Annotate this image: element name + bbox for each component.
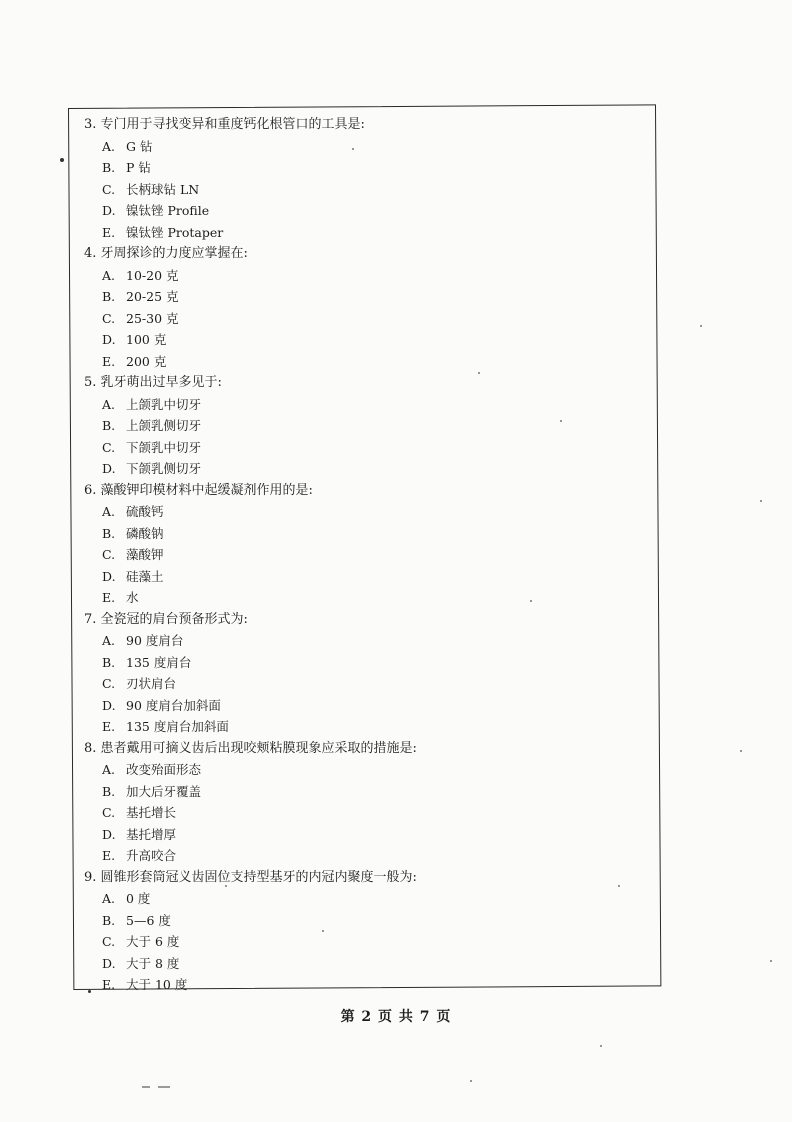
answer-option xyxy=(80,845,640,867)
question-stem: 8. 患者戴用可摘义齿后出现咬颊粘膜现象应采取的措施是: xyxy=(84,740,417,756)
option-letter: C. xyxy=(102,676,116,691)
option-letter: D. xyxy=(102,461,116,476)
option-letter: A. xyxy=(102,396,116,412)
option-letter: E. xyxy=(102,977,116,992)
answer-option xyxy=(80,910,640,932)
option-text: 5—6 度 xyxy=(126,912,171,928)
option-text: 镍钛锉 Protaper xyxy=(126,224,224,240)
option-text: 基托增长 xyxy=(126,805,177,820)
option-text: 下颌乳中切牙 xyxy=(126,439,202,455)
answer-option xyxy=(80,802,640,824)
option-letter: E. xyxy=(102,719,116,734)
option-text: 下颌乳侧切牙 xyxy=(126,461,202,476)
option-letter: D. xyxy=(102,826,116,842)
answer-option xyxy=(80,716,640,738)
scan-speck xyxy=(618,885,620,887)
scan-speck xyxy=(352,148,354,150)
option-letter: B. xyxy=(102,654,116,670)
question-item xyxy=(80,609,640,738)
option-text: 水 xyxy=(126,590,139,605)
option-text: G 钻 xyxy=(126,138,153,154)
option-letter: C. xyxy=(102,181,116,197)
option-letter: E. xyxy=(102,590,116,605)
option-letter: B. xyxy=(102,525,116,541)
option-letter: C. xyxy=(102,310,116,326)
answer-option xyxy=(80,157,640,179)
question-stem: 9. 圆锥形套筒冠义齿固位支持型基牙的内冠内聚度一般为: xyxy=(84,869,417,885)
answer-option xyxy=(80,329,640,351)
answer-option xyxy=(80,544,640,566)
option-letter: B. xyxy=(102,912,116,928)
option-text: 硫酸钙 xyxy=(126,504,164,519)
option-text: 大于 6 度 xyxy=(126,934,180,949)
question-item xyxy=(80,243,640,372)
question-stem: 5. 乳牙萌出过早多见于: xyxy=(84,375,222,390)
option-text: 藻酸钾 xyxy=(126,547,164,562)
option-text: P 钻 xyxy=(126,160,151,175)
option-text: 升高咬合 xyxy=(126,848,177,863)
option-text: 200 克 xyxy=(126,353,167,369)
option-text: 上颌乳侧切牙 xyxy=(126,418,202,433)
answer-option xyxy=(80,437,640,459)
option-text: 大于 8 度 xyxy=(126,955,180,971)
option-list xyxy=(80,501,640,609)
scan-speck xyxy=(770,960,772,962)
answer-option xyxy=(80,308,640,330)
option-text: 改变殆面形态 xyxy=(126,762,202,777)
question-stem: 7. 全瓷冠的肩台预备形式为: xyxy=(84,611,248,627)
scan-speck xyxy=(530,600,532,602)
option-letter: A. xyxy=(102,762,116,777)
option-letter: A. xyxy=(102,267,116,283)
option-list xyxy=(80,888,640,996)
answer-option xyxy=(80,888,640,910)
option-text: 10-20 克 xyxy=(126,267,179,283)
option-text: 20-25 克 xyxy=(126,289,179,304)
scan-speck xyxy=(225,885,227,887)
option-letter: A. xyxy=(102,504,116,519)
answer-option xyxy=(80,415,640,437)
option-letter: C. xyxy=(102,439,116,455)
answer-option xyxy=(80,136,640,158)
option-letter: B. xyxy=(102,418,116,433)
question-item xyxy=(80,738,640,867)
option-letter: B. xyxy=(102,160,116,175)
option-letter: C. xyxy=(102,805,116,820)
option-text: 90 度肩台 xyxy=(126,633,184,648)
answer-option xyxy=(80,587,640,609)
option-list xyxy=(80,759,640,867)
option-letter: B. xyxy=(102,289,116,304)
option-letter: D. xyxy=(102,568,116,584)
answer-option xyxy=(80,759,640,781)
option-list xyxy=(80,630,640,738)
scan-speck xyxy=(560,420,562,422)
option-text: 刃状肩台 xyxy=(126,676,177,691)
option-letter: C. xyxy=(102,547,116,562)
answer-option xyxy=(80,200,640,222)
answer-option xyxy=(80,781,640,803)
answer-option xyxy=(80,501,640,523)
page-number: 第 2 页 共 7 页 xyxy=(340,1009,452,1025)
answer-option xyxy=(80,179,640,201)
answer-option xyxy=(80,824,640,846)
option-letter: E. xyxy=(102,353,116,369)
option-letter: D. xyxy=(102,203,116,218)
answer-option xyxy=(80,953,640,975)
scan-speck xyxy=(470,1080,472,1082)
option-text: 25-30 克 xyxy=(126,310,179,326)
option-letter: C. xyxy=(102,934,116,949)
answer-option xyxy=(80,673,640,695)
option-letter: E. xyxy=(102,224,116,240)
scan-speck xyxy=(700,325,702,327)
answer-option xyxy=(80,652,640,674)
option-text: 加大后牙覆盖 xyxy=(126,783,202,799)
option-text: 135 度肩台加斜面 xyxy=(126,719,229,734)
option-list xyxy=(80,265,640,373)
question-stem: 6. 藻酸钾印模材料中起缓凝剂作用的是: xyxy=(84,482,313,498)
answer-option xyxy=(80,695,640,717)
scan-speck xyxy=(740,750,742,752)
scan-speck xyxy=(88,990,91,993)
option-letter: E. xyxy=(102,848,116,863)
scan-speck xyxy=(60,158,64,162)
option-list xyxy=(80,136,640,244)
option-letter: D. xyxy=(102,697,116,713)
option-text: 90 度肩台加斜面 xyxy=(126,697,221,713)
answer-option xyxy=(80,458,640,480)
option-letter: A. xyxy=(102,633,116,648)
answer-option xyxy=(80,265,640,287)
option-letter: A. xyxy=(102,891,116,906)
option-text: 0 度 xyxy=(126,891,151,906)
question-stem: 4. 牙周探诊的力度应掌握在: xyxy=(84,246,248,261)
question-list xyxy=(80,114,640,996)
answer-option xyxy=(80,222,640,244)
scan-speck xyxy=(478,372,480,374)
scan-smudge xyxy=(158,1086,170,1088)
question-item xyxy=(80,480,640,609)
answer-option xyxy=(80,394,640,416)
option-text: 硅藻土 xyxy=(126,568,164,584)
scan-speck xyxy=(600,1045,602,1047)
option-text: 135 度肩台 xyxy=(126,654,192,670)
option-text: 100 克 xyxy=(126,332,167,347)
option-text: 长柄球钻 LN xyxy=(126,181,200,197)
answer-option xyxy=(80,523,640,545)
answer-option xyxy=(80,566,640,588)
answer-option xyxy=(80,630,640,652)
option-text: 镍钛锉 Profile xyxy=(126,203,210,218)
option-text: 磷酸钠 xyxy=(126,525,164,541)
option-list xyxy=(80,394,640,480)
option-text: 大于 10 度 xyxy=(126,977,188,992)
option-letter: D. xyxy=(102,955,116,971)
scan-speck xyxy=(322,930,324,932)
question-stem: 3. 专门用于寻找变异和重度钙化根管口的工具是: xyxy=(84,117,365,132)
question-item xyxy=(80,867,640,996)
option-text: 上颌乳中切牙 xyxy=(126,396,202,412)
answer-option xyxy=(80,931,640,953)
answer-option xyxy=(80,286,640,308)
option-text: 基托增厚 xyxy=(126,826,177,842)
option-letter: A. xyxy=(102,138,116,154)
question-item xyxy=(80,114,640,243)
answer-option xyxy=(80,351,640,373)
option-letter: D. xyxy=(102,332,116,347)
option-letter: B. xyxy=(102,783,116,799)
answer-option xyxy=(80,974,640,996)
question-item xyxy=(80,372,640,480)
scan-speck xyxy=(760,500,762,502)
scan-smudge xyxy=(142,1086,150,1088)
